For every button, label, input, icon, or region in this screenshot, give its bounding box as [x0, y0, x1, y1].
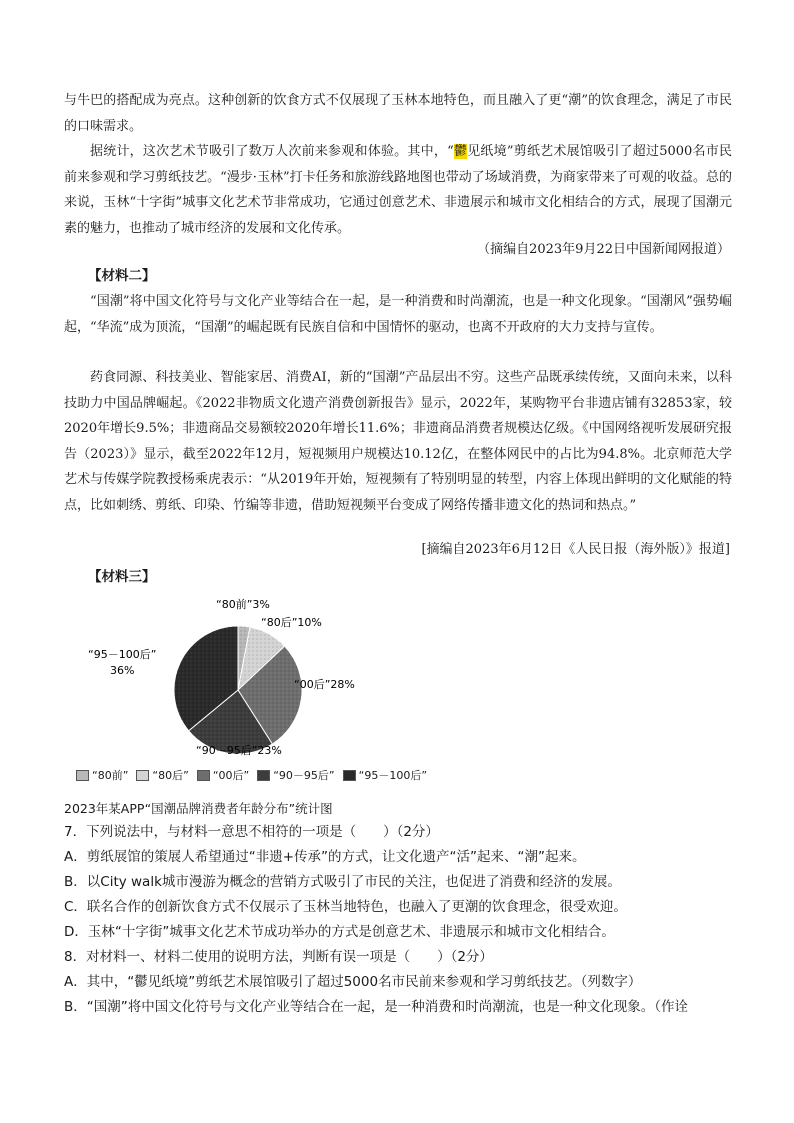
- question-8-option-b: B．“国潮”将中国文化符号与文化产业等结合在一起，是一种消费和时尚潮流，也是一种文化现象。（作诠: [64, 999, 688, 1015]
- legend-item: [257, 767, 334, 783]
- question-7-option-c: C．联名合作的创新饮食方式不仅展示了玉林当地特色，也融入了更潮的饮食理念，很受欢迎。: [64, 899, 627, 915]
- slice-label-80-before: “80前”3%: [216, 598, 270, 611]
- legend-item: [343, 767, 427, 783]
- legend-label: “80前”: [92, 769, 129, 782]
- legend-swatch: [197, 770, 210, 781]
- question-8-stem: 8．对材料一、材料二使用的说明方法，判断有误一项是（ ）（2分）: [64, 949, 493, 965]
- legend-swatch: [136, 770, 149, 781]
- material3-heading: 【材料三】: [88, 569, 156, 585]
- material2-heading: 【材料二】: [88, 268, 156, 284]
- pie-chart-svg: [64, 590, 444, 790]
- slice-label-95-100-after: “95－100后”: [88, 648, 157, 661]
- legend-label: “95－100后”: [358, 769, 428, 782]
- question-7-option-d: D．玉林“十字街”城事文化艺术节成功举办的方式是创意艺术、非遗展示和城市文化相结合。: [64, 924, 615, 940]
- legend-item: [76, 767, 128, 783]
- material1-paragraph-2-rest: 见纸境”剪纸艺术展馆吸引了超过5000名市民前来参观和学习剪纸技艺。“漫步·玉林”打卡任务和旅游线路地图也带动了场域消费，为商家带来了可观的收益。总的来说，玉林“十字街”城事文化艺术节非常成功，它通过创意艺术、非遗展示和城市文化相结合的方式，展现了国潮元素的魅力，也推动了城市经济的发展和文化传承。: [64, 144, 732, 236]
- legend-item: [136, 767, 188, 783]
- material2-paragraph-1: “国潮”将中国文化符号与文化产业等结合在一起，是一种消费和时尚潮流，也是一种文化现象。“国潮风”强势崛起，“华流”成为顶流，“国潮”的崛起既有民族自信和中国情怀的驱动，也离不开政府的大力支持与宣传。: [64, 294, 732, 335]
- material1-paragraph-2-start: 据统计，这次艺术节吸引了数万人次前来参观和体验。其中，“: [90, 144, 454, 159]
- legend-label: “80后”: [152, 769, 189, 782]
- chart-caption: 2023年某APP“国潮品牌消费者年龄分布”统计图: [64, 801, 333, 816]
- slice-label-80-after: “80后”10%: [261, 616, 322, 629]
- material1-source: （摘编自2023年9月22日中国新闻网报道）: [477, 242, 730, 257]
- question-7-option-a: A．剪纸展馆的策展人希望通过“非遗+传承”的方式，让文化遗产“活”起来、“潮”起来。: [64, 849, 586, 865]
- highlighted-character: 鬱: [453, 144, 468, 159]
- question-7-option-b: B．以City walk城市漫游为概念的营销方式吸引了市民的关注，也促进了消费和经济的发展。: [64, 874, 621, 890]
- legend-swatch: [343, 770, 356, 781]
- legend-label: “90－95后”: [273, 769, 335, 782]
- slice-label-00-after: “00后”28%: [294, 678, 355, 691]
- legend-swatch: [76, 770, 89, 781]
- chart-legend: [76, 766, 427, 784]
- legend-label: “00后”: [212, 769, 250, 782]
- legend-swatch: [257, 770, 270, 781]
- legend-item: [197, 767, 249, 783]
- slice-label-95-100-after-value: 36%: [110, 664, 135, 677]
- material2-paragraph-2: 药食同源、科技美业、智能家居、消费AI，新的“国潮”产品层出不穷。这些产品既承续传统，又面向未来，以科技助力中国品牌崛起。《2022非物质文化遗产消费创新报告》显示，2022年，某购物平台非遗店铺有32853家，较2020年增长9.5%；非遗商品交易额较2020年增长11.6%；非遗商品消费者规模达亿级。《中国网络视听发展研究报告（2023）》显示，截至2022年12月，短视频用户规模达10.12亿，在整体网民中的占比为94.8%。北京师范大学艺术与传媒学院教授杨乘虎表示：“从2019年开始，短视频有了特别明显的转型，内容上体现出鲜明的文化赋能的特点，比如刺绣、剪纸、印染、竹编等非遗，借助短视频平台变成了网络传播非遗文化的热词和热点。”: [64, 370, 732, 513]
- question-7-stem: 7．下列说法中，与材料一意思不相符的一项是（ ）（2分）: [64, 824, 439, 840]
- material1-paragraph-1: 与牛巴的搭配成为亮点。这种创新的饮食方式不仅展现了玉林本地特色，而且融入了更“潮”的饮食理念，满足了市民的口味需求。: [64, 93, 732, 134]
- material1-paragraph-2: [64, 139, 732, 241]
- material2-source: [摘编自2023年6月12日《人民日报（海外版）》报道]: [421, 542, 730, 557]
- pie-chart: [64, 590, 444, 790]
- slice-label-90-95-after: “90－95后”23%: [196, 744, 282, 757]
- question-8-option-a: A．其中，“鬱见纸境”剪纸艺术展馆吸引了超过5000名市民前来参观和学习剪纸技艺。（列数字）: [64, 974, 642, 990]
